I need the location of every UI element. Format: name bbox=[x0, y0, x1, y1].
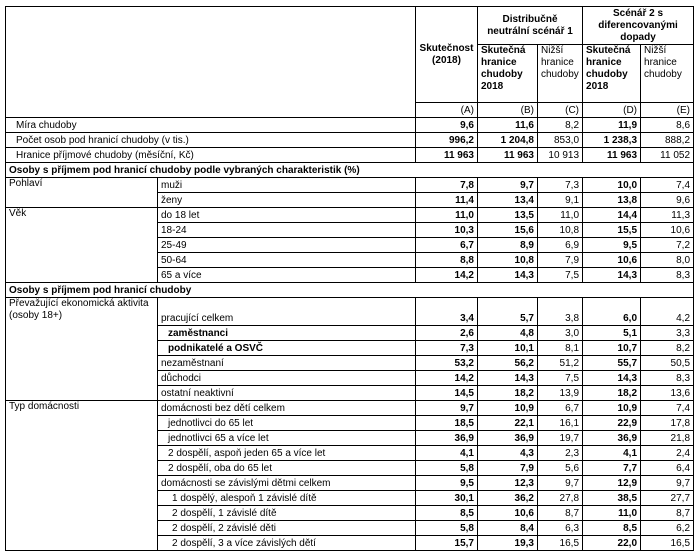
table-row bbox=[6, 298, 694, 326]
ekon-row-label: pracující celkem bbox=[158, 298, 416, 326]
dom-row-value-d: 7,7 bbox=[583, 461, 641, 476]
ekon-row-value-b: 14,3 bbox=[478, 371, 538, 386]
ekon-row-label: podnikatelé a OSVČ bbox=[158, 341, 416, 356]
vek-row-value-d: 10,6 bbox=[583, 253, 641, 268]
dom-row-value-c: 8,7 bbox=[538, 506, 583, 521]
dom-row-label: domácnosti bez dětí celkem bbox=[158, 401, 416, 416]
vek-row-value-d: 9,5 bbox=[583, 238, 641, 253]
ekon-row-label: nezaměstnaní bbox=[158, 356, 416, 371]
dom-row-value-b: 7,9 bbox=[478, 461, 538, 476]
vek-row-value-a: 6,7 bbox=[416, 238, 478, 253]
pohlavi-row-value-a: 7,8 bbox=[416, 178, 478, 193]
vek-row-value-b: 10,8 bbox=[478, 253, 538, 268]
letter-e: (E) bbox=[641, 103, 694, 118]
dom-row-value-a: 9,5 bbox=[416, 476, 478, 491]
ekon-row-value-c: 51,2 bbox=[538, 356, 583, 371]
ekon-row-value-d: 10,7 bbox=[583, 341, 641, 356]
header-group-scenario-1: Distribučně neutrální scénář 1 bbox=[478, 7, 583, 45]
summary-row-value-b: 11 963 bbox=[478, 148, 538, 163]
summary-row-value-b: 1 204,8 bbox=[478, 133, 538, 148]
header-col-b: Skutečná hranice chudoby 2018 bbox=[478, 45, 538, 103]
ekon-row-value-a: 3,4 bbox=[416, 298, 478, 326]
pohlavi-row-label: ženy bbox=[158, 193, 416, 208]
poverty-table-container bbox=[5, 6, 694, 551]
vek-row-value-e: 11,3 bbox=[641, 208, 694, 223]
dom-row-label: 2 dospělí, 3 a více závislých dětí bbox=[158, 536, 416, 551]
vek-row-value-b: 8,9 bbox=[478, 238, 538, 253]
poverty-table bbox=[5, 6, 694, 551]
section-row bbox=[6, 163, 694, 178]
ekon-row-value-e: 4,2 bbox=[641, 298, 694, 326]
dom-row-label: 2 dospělí, 1 závislé dítě bbox=[158, 506, 416, 521]
dom-row-value-d: 4,1 bbox=[583, 446, 641, 461]
dom-row-value-a: 4,1 bbox=[416, 446, 478, 461]
pohlavi-row-value-b: 13,4 bbox=[478, 193, 538, 208]
pohlavi-row-value-d: 10,0 bbox=[583, 178, 641, 193]
pohlavi-row-value-c: 9,1 bbox=[538, 193, 583, 208]
dom-row-label: 1 dospělý, alespoň 1 závislé dítě bbox=[158, 491, 416, 506]
dom-row-value-a: 30,1 bbox=[416, 491, 478, 506]
dom-row-value-b: 36,9 bbox=[478, 431, 538, 446]
table-row bbox=[6, 208, 694, 223]
ekon-row-label: ostatní neaktivní bbox=[158, 386, 416, 401]
header-empty-cell bbox=[6, 7, 416, 118]
ekon-row-value-e: 13,6 bbox=[641, 386, 694, 401]
dom-row-value-e: 2,4 bbox=[641, 446, 694, 461]
letter-a: (A) bbox=[416, 103, 478, 118]
summary-row-label: Počet osob pod hranicí chudoby (v tis.) bbox=[6, 133, 416, 148]
dom-row-value-e: 6,4 bbox=[641, 461, 694, 476]
ekon-row-value-d: 55,7 bbox=[583, 356, 641, 371]
dom-row-value-e: 17,8 bbox=[641, 416, 694, 431]
ekon-row-value-c: 13,9 bbox=[538, 386, 583, 401]
dom-row-value-b: 10,9 bbox=[478, 401, 538, 416]
dom-row-value-b: 19,3 bbox=[478, 536, 538, 551]
dom-row-value-c: 27,8 bbox=[538, 491, 583, 506]
summary-row-value-b: 11,6 bbox=[478, 118, 538, 133]
dom-row-value-d: 22,0 bbox=[583, 536, 641, 551]
vek-row-label: 50-64 bbox=[158, 253, 416, 268]
vek-row-value-c: 7,5 bbox=[538, 268, 583, 283]
ekon-row-value-a: 14,2 bbox=[416, 371, 478, 386]
ekon-row-value-e: 8,3 bbox=[641, 371, 694, 386]
dom-row-label: jednotlivci 65 a více let bbox=[158, 431, 416, 446]
vek-row-label: 18-24 bbox=[158, 223, 416, 238]
summary-row-value-e: 11 052 bbox=[641, 148, 694, 163]
header-col-a: Skutečnost (2018) bbox=[416, 7, 478, 103]
summary-row-value-e: 8,6 bbox=[641, 118, 694, 133]
ekon-row-value-c: 3,0 bbox=[538, 326, 583, 341]
vek-row-value-e: 8,0 bbox=[641, 253, 694, 268]
dom-row-label: domácnosti se závislými dětmi celkem bbox=[158, 476, 416, 491]
vek-row-value-a: 10,3 bbox=[416, 223, 478, 238]
dom-row-value-e: 6,2 bbox=[641, 521, 694, 536]
dom-row-value-d: 8,5 bbox=[583, 521, 641, 536]
pohlavi-row-value-b: 9,7 bbox=[478, 178, 538, 193]
vek-row-value-c: 7,9 bbox=[538, 253, 583, 268]
table-row bbox=[6, 178, 694, 193]
summary-row-value-d: 11 963 bbox=[583, 148, 641, 163]
dom-row-value-b: 36,2 bbox=[478, 491, 538, 506]
vek-row-value-b: 15,6 bbox=[478, 223, 538, 238]
letter-c: (C) bbox=[538, 103, 583, 118]
vek-row-value-c: 6,9 bbox=[538, 238, 583, 253]
ekon-row-value-a: 53,2 bbox=[416, 356, 478, 371]
vek-row-value-c: 11,0 bbox=[538, 208, 583, 223]
pohlavi-row-value-e: 7,4 bbox=[641, 178, 694, 193]
dom-row-value-a: 5,8 bbox=[416, 521, 478, 536]
summary-row-value-c: 8,2 bbox=[538, 118, 583, 133]
header-col-c: Nižší hranice chudoby bbox=[538, 45, 583, 103]
dom-row-value-a: 18,5 bbox=[416, 416, 478, 431]
dom-row-value-d: 36,9 bbox=[583, 431, 641, 446]
dom-row-value-d: 38,5 bbox=[583, 491, 641, 506]
header-col-e: Nižší hranice chudoby bbox=[641, 45, 694, 103]
pohlavi-row-label: muži bbox=[158, 178, 416, 193]
dom-row-value-a: 5,8 bbox=[416, 461, 478, 476]
ekon-row-value-d: 18,2 bbox=[583, 386, 641, 401]
vek-row-value-d: 15,5 bbox=[583, 223, 641, 238]
dom-row-value-e: 7,4 bbox=[641, 401, 694, 416]
dom-row-value-d: 11,0 bbox=[583, 506, 641, 521]
summary-row-value-e: 888,2 bbox=[641, 133, 694, 148]
ekon-row-value-a: 2,6 bbox=[416, 326, 478, 341]
ekon-row-value-e: 8,2 bbox=[641, 341, 694, 356]
vek-row-label: do 18 let bbox=[158, 208, 416, 223]
ekon-row-value-d: 5,1 bbox=[583, 326, 641, 341]
section-title-2: Osoby s příjmem pod hranicí chudoby bbox=[6, 283, 694, 298]
vek-row-value-e: 10,6 bbox=[641, 223, 694, 238]
dom-row-label: 2 dospělí, aspoň jeden 65 a více let bbox=[158, 446, 416, 461]
summary-row bbox=[6, 148, 694, 163]
summary-row-value-d: 11,9 bbox=[583, 118, 641, 133]
dom-row-value-a: 9,7 bbox=[416, 401, 478, 416]
pohlavi-category-label: Pohlaví bbox=[6, 178, 158, 208]
summary-row-value-d: 1 238,3 bbox=[583, 133, 641, 148]
dom-row-value-c: 16,5 bbox=[538, 536, 583, 551]
vek-row-value-a: 8,8 bbox=[416, 253, 478, 268]
ekon-row-label: zaměstnanci bbox=[158, 326, 416, 341]
dom-row-value-c: 9,7 bbox=[538, 476, 583, 491]
header-group-scenario-2: Scénář 2 s diferencovanými dopady bbox=[583, 7, 694, 45]
dom-row-value-c: 2,3 bbox=[538, 446, 583, 461]
dom-row-value-c: 16,1 bbox=[538, 416, 583, 431]
dom-row-value-e: 27,7 bbox=[641, 491, 694, 506]
ekon-row-value-c: 7,5 bbox=[538, 371, 583, 386]
summary-row-value-a: 996,2 bbox=[416, 133, 478, 148]
dom-row-value-a: 36,9 bbox=[416, 431, 478, 446]
ekon-row-value-b: 4,8 bbox=[478, 326, 538, 341]
ekon-row-value-d: 6,0 bbox=[583, 298, 641, 326]
dom-row-value-a: 8,5 bbox=[416, 506, 478, 521]
pohlavi-row-value-d: 13,8 bbox=[583, 193, 641, 208]
pohlavi-row-value-a: 11,4 bbox=[416, 193, 478, 208]
dom-row-value-d: 12,9 bbox=[583, 476, 641, 491]
summary-row-value-c: 10 913 bbox=[538, 148, 583, 163]
pohlavi-row-value-e: 9,6 bbox=[641, 193, 694, 208]
summary-row-value-a: 11 963 bbox=[416, 148, 478, 163]
ekon-row-value-e: 50,5 bbox=[641, 356, 694, 371]
dom-row-value-d: 10,9 bbox=[583, 401, 641, 416]
vek-row-value-a: 11,0 bbox=[416, 208, 478, 223]
dom-category-label: Typ domácnosti bbox=[6, 401, 158, 551]
vek-row-label: 65 a více bbox=[158, 268, 416, 283]
summary-row-value-a: 9,6 bbox=[416, 118, 478, 133]
table-body bbox=[6, 7, 694, 551]
vek-row-value-e: 8,3 bbox=[641, 268, 694, 283]
dom-row-value-b: 8,4 bbox=[478, 521, 538, 536]
summary-row bbox=[6, 133, 694, 148]
dom-row-value-c: 6,3 bbox=[538, 521, 583, 536]
ekon-row-value-a: 14,5 bbox=[416, 386, 478, 401]
table-row bbox=[6, 401, 694, 416]
section-row bbox=[6, 283, 694, 298]
dom-row-value-b: 10,6 bbox=[478, 506, 538, 521]
vek-row-value-b: 13,5 bbox=[478, 208, 538, 223]
dom-row-value-a: 15,7 bbox=[416, 536, 478, 551]
letter-b: (B) bbox=[478, 103, 538, 118]
ekon-row-value-d: 14,3 bbox=[583, 371, 641, 386]
dom-row-value-e: 8,7 bbox=[641, 506, 694, 521]
vek-row-label: 25-49 bbox=[158, 238, 416, 253]
ekon-category-label: Převažující ekonomická aktivita (osoby 18+) bbox=[6, 298, 158, 401]
ekon-row-value-b: 56,2 bbox=[478, 356, 538, 371]
dom-row-value-b: 4,3 bbox=[478, 446, 538, 461]
vek-row-value-e: 7,2 bbox=[641, 238, 694, 253]
summary-row-value-c: 853,0 bbox=[538, 133, 583, 148]
ekon-row-value-b: 10,1 bbox=[478, 341, 538, 356]
vek-row-value-d: 14,4 bbox=[583, 208, 641, 223]
dom-row-value-b: 22,1 bbox=[478, 416, 538, 431]
vek-category-label: Věk bbox=[6, 208, 158, 283]
dom-row-value-d: 22,9 bbox=[583, 416, 641, 431]
dom-row-value-e: 16,5 bbox=[641, 536, 694, 551]
dom-row-value-e: 21,8 bbox=[641, 431, 694, 446]
ekon-row-value-a: 7,3 bbox=[416, 341, 478, 356]
ekon-row-value-b: 5,7 bbox=[478, 298, 538, 326]
dom-row-value-b: 12,3 bbox=[478, 476, 538, 491]
dom-row-value-e: 9,7 bbox=[641, 476, 694, 491]
summary-row bbox=[6, 118, 694, 133]
dom-row-value-c: 6,7 bbox=[538, 401, 583, 416]
vek-row-value-c: 10,8 bbox=[538, 223, 583, 238]
summary-row-label: Hranice příjmové chudoby (měsíční, Kč) bbox=[6, 148, 416, 163]
pohlavi-row-value-c: 7,3 bbox=[538, 178, 583, 193]
dom-row-value-c: 5,6 bbox=[538, 461, 583, 476]
section-title: Osoby s příjmem pod hranicí chudoby podle vybraných charakteristik (%) bbox=[6, 163, 694, 178]
ekon-row-value-e: 3,3 bbox=[641, 326, 694, 341]
ekon-row-label: důchodci bbox=[158, 371, 416, 386]
ekon-row-value-c: 8,1 bbox=[538, 341, 583, 356]
letter-d: (D) bbox=[583, 103, 641, 118]
ekon-row-value-c: 3,8 bbox=[538, 298, 583, 326]
dom-row-label: 2 dospělí, oba do 65 let bbox=[158, 461, 416, 476]
vek-row-value-b: 14,3 bbox=[478, 268, 538, 283]
header-col-d: Skutečná hranice chudoby 2018 bbox=[583, 45, 641, 103]
dom-row-label: 2 dospělí, 2 závislé děti bbox=[158, 521, 416, 536]
summary-row-label: Míra chudoby bbox=[6, 118, 416, 133]
vek-row-value-a: 14,2 bbox=[416, 268, 478, 283]
dom-row-label: jednotlivci do 65 let bbox=[158, 416, 416, 431]
vek-row-value-d: 14,3 bbox=[583, 268, 641, 283]
ekon-row-value-b: 18,2 bbox=[478, 386, 538, 401]
dom-row-value-c: 19,7 bbox=[538, 431, 583, 446]
